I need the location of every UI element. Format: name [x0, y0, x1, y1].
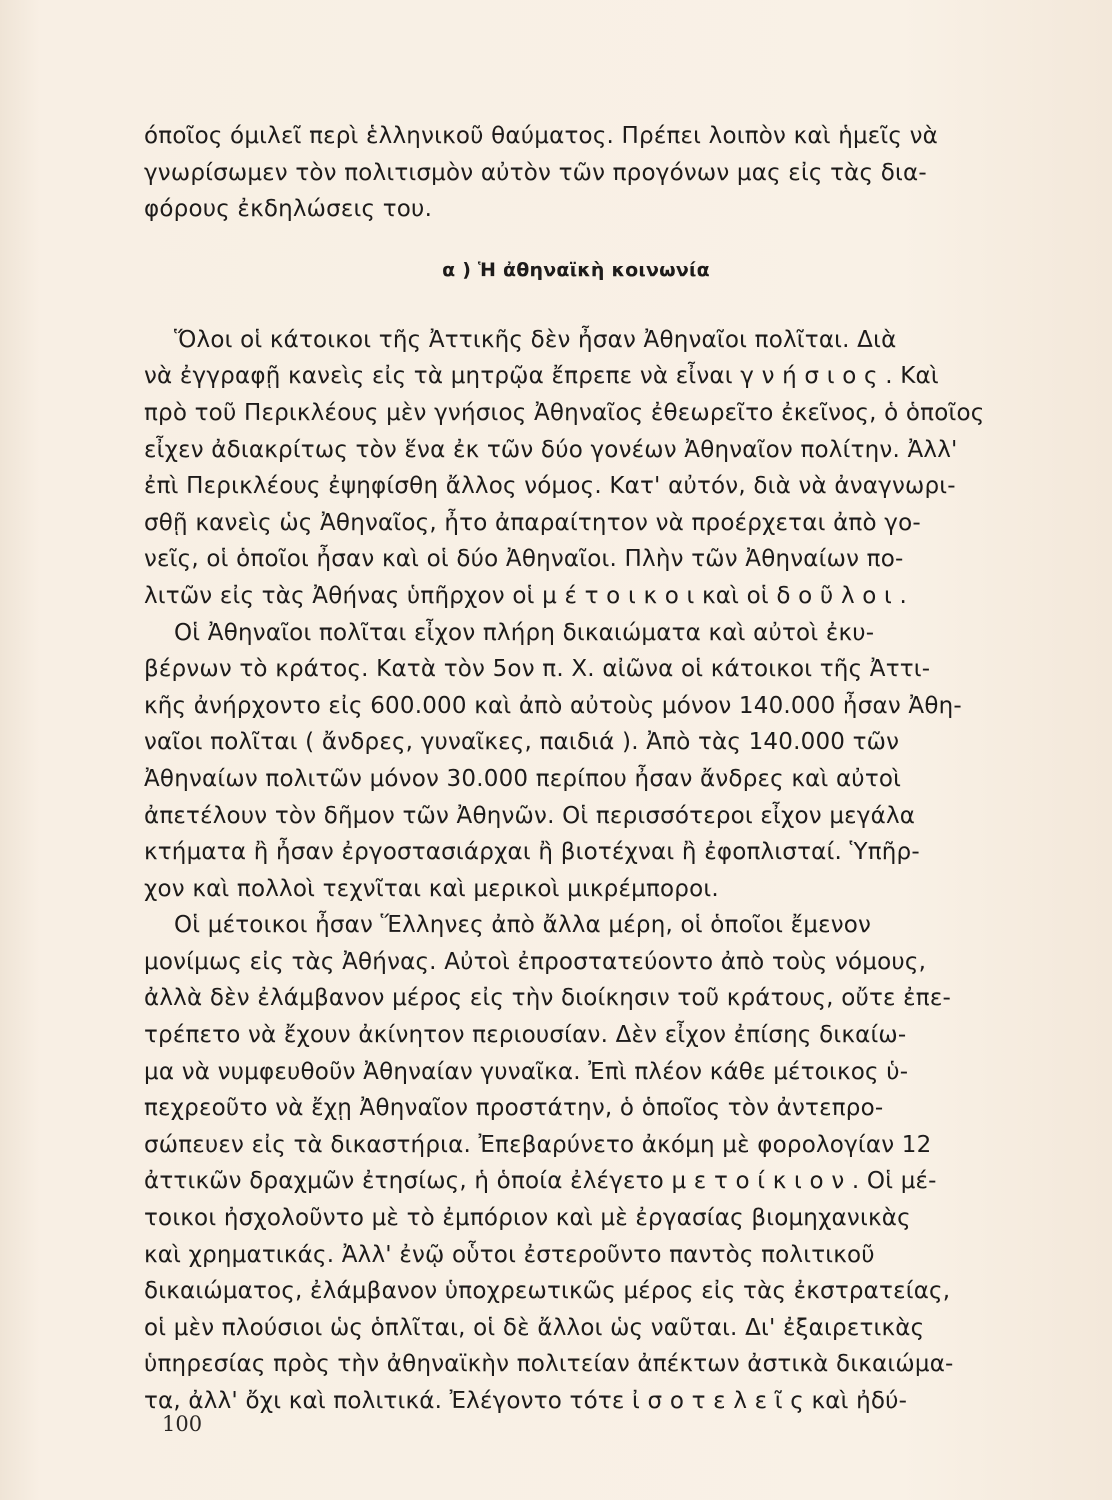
text-line: ἀλλὰ δὲν ἐλάμβανον μέρος εἰς τὴν διοίκησιν τοῦ κράτους, οὔτε ἐπε- [144, 985, 951, 1012]
text-line: φόρους ἐκδηλώσεις του. [144, 196, 433, 223]
text-line: όποῖος όμιλεῖ περὶ ἑλληνικοῦ θαύματος. Πρέπει λοιπὸν καὶ ἡμεῖς νὰ [144, 123, 939, 149]
text-line: πρὸ τοῦ Περικλέους μὲν γνήσιος Ἀθηναῖος ἐθεωρεῖτο ἐκεῖνος, ὁ ὁποῖος [144, 399, 985, 426]
text-line: ὑπηρεσίας πρὸς τὴν ἀθηναϊκὴν πολιτείαν ἀπέκτων ἀστικὰ δικαιώμα- [144, 1351, 954, 1378]
text-line: καὶ χρηματικάς. Ἀλλ' ἐνῷ οὗτοι ἐστεροῦντο παντὸς πολιτικοῦ [144, 1241, 875, 1268]
text-line: νὰ ἐγγραφῇ κανεὶς εἰς τὰ μητρῷα ἔπρεπε νὰ εἶναι γ ν ή σ ι ο ς . Καὶ [144, 363, 939, 390]
text-line: νεῖς, οἱ ὁποῖοι ἦσαν καὶ οἱ δύο Ἀθηναῖοι. Πλὴν τῶν Ἀθηναίων πο- [144, 546, 904, 573]
text-line: Οἱ μέτοικοι ἦσαν Ἕλληνες ἀπὸ ἄλλα μέρη, οἱ ὁποῖοι ἔμενον [174, 912, 872, 939]
paragraph-metics [144, 907, 1008, 1419]
text-line: ἀπετέλουν τὸν δῆμον τῶν Ἀθηνῶν. Οἱ περισσότεροι εἶχον μεγάλα [144, 802, 916, 829]
section-heading: α ) Ἡ ἀθηναϊκὴ κοινωνία [442, 258, 710, 281]
paragraph-citizens [144, 322, 1008, 615]
text-line: βέρνων τὸ κράτος. Κατὰ τὸν 5ον π. Χ. αἰῶνα οἱ κάτοικοι τῆς Ἀττι- [144, 656, 931, 683]
text-line: τοικοι ἠσχολοῦντο μὲ τὸ ἐμπόριον καὶ μὲ ἐργασίας βιομηχανικὰς [144, 1205, 911, 1232]
text-line: Οἱ Ἀθηναῖοι πολῖται εἶχον πλήρη δικαιώματα καὶ αὐτοὶ ἐκυ- [174, 619, 875, 646]
text-line: εἶχεν ἀδιακρίτως τὸν ἕνα ἐκ τῶν δύο γονέων Ἀθηναῖον πολίτην. Ἀλλ' [144, 436, 958, 463]
intro-paragraph [144, 118, 1008, 228]
text-line: μονίμως εἰς τὰς Ἀθήνας. Αὐτοὶ ἐπροστατεύοντο ἀπὸ τοὺς νόμους, [144, 948, 927, 975]
text-line: τρέπετο νὰ ἔχουν ἀκίνητον περιουσίαν. Δὲν εἶχον ἐπίσης δικαίω- [144, 1022, 907, 1049]
text-line: ναῖοι πολῖται ( ἄνδρες, γυναῖκες, παιδιά ). Ἀπὸ τὰς 140.000 τῶν [144, 729, 900, 756]
text-line: δικαιώματος, ἐλάμβανον ὑποχρεωτικῶς μέρος εἰς τὰς ἐκστρατείας, [144, 1278, 951, 1305]
text-line: κτήματα ἢ ἦσαν ἐργοστασιάρχαι ἢ βιοτέχναι ἢ ἐφοπλισταί. Ὑπῆρ- [144, 839, 920, 866]
text-line: Ἀθηναίων πολιτῶν μόνον 30.000 περίπου ἦσαν ἄνδρες καὶ αὐτοὶ [144, 765, 902, 792]
page-number: 100 [162, 1412, 203, 1436]
text-line: σώπευεν εἰς τὰ δικαστήρια. Ἐπεβαρύνετο ἀκόμη μὲ φορολογίαν 12 [144, 1131, 932, 1158]
paragraph-athenian-citizens [144, 615, 1008, 908]
body-text [144, 118, 1008, 1420]
text-line: Ὅλοι οἱ κάτοικοι τῆς Ἀττικῆς δὲν ἦσαν Ἀθηναῖοι πολῖται. Διὰ [174, 326, 897, 353]
text-line: μα νὰ νυμφευθοῦν Ἀθηναίαν γυναῖκα. Ἐπὶ πλέον κάθε μέτοικος ὑ- [144, 1058, 909, 1085]
text-line: λιτῶν εἰς τὰς Ἀθήνας ὑπῆρχον οἱ μ έ τ ο ι κ ο ι καὶ οἱ δ ο ῦ λ ο ι . [144, 582, 908, 609]
text-line: ἐπὶ Περικλέους ἐψηφίσθη ἄλλος νόμος. Κατ' αὐτόν, διὰ νὰ ἀναγνωρι- [144, 473, 956, 500]
text-line: ἀττικῶν δραχμῶν ἐτησίως, ἡ ὁποία ἐλέγετο μ ε τ ο ί κ ι ο ν . Οἱ μέ- [144, 1168, 937, 1195]
text-line: πεχρεοῦτο νὰ ἔχῃ Ἀθηναῖον προστάτην, ὁ ὁποῖος τὸν ἀντεπρο- [144, 1095, 884, 1122]
text-line: οἱ μὲν πλούσιοι ὡς ὁπλῖται, οἱ δὲ ἄλλοι ὡς ναῦται. Δι' ἐξαιρετικὰς [144, 1314, 925, 1341]
text-line: χον καὶ πολλοὶ τεχνῖται καὶ μερικοὶ μικρέμποροι. [144, 875, 719, 902]
text-line: σθῇ κανεὶς ὡς Ἀθηναῖος, ἦτο ἀπαραίτητον νὰ προέρχεται ἀπὸ γο- [144, 509, 921, 536]
text-line: κῆς ἀνήρχοντο εἰς 600.000 καὶ ἀπὸ αὐτοὺς μόνον 140.000 ἦσαν Ἀθη- [144, 692, 962, 719]
text-line: τα, ἀλλ' ὄχι καὶ πολιτικά. Ἐλέγοντο τότε ἰ σ ο τ ε λ ε ῖ ς καὶ ἠδύ- [144, 1388, 908, 1414]
text-line: γνωρίσωμεν τὸν πολιτισμὸν αὐτὸν τῶν προγόνων μας εἰς τὰς δια- [144, 159, 927, 186]
